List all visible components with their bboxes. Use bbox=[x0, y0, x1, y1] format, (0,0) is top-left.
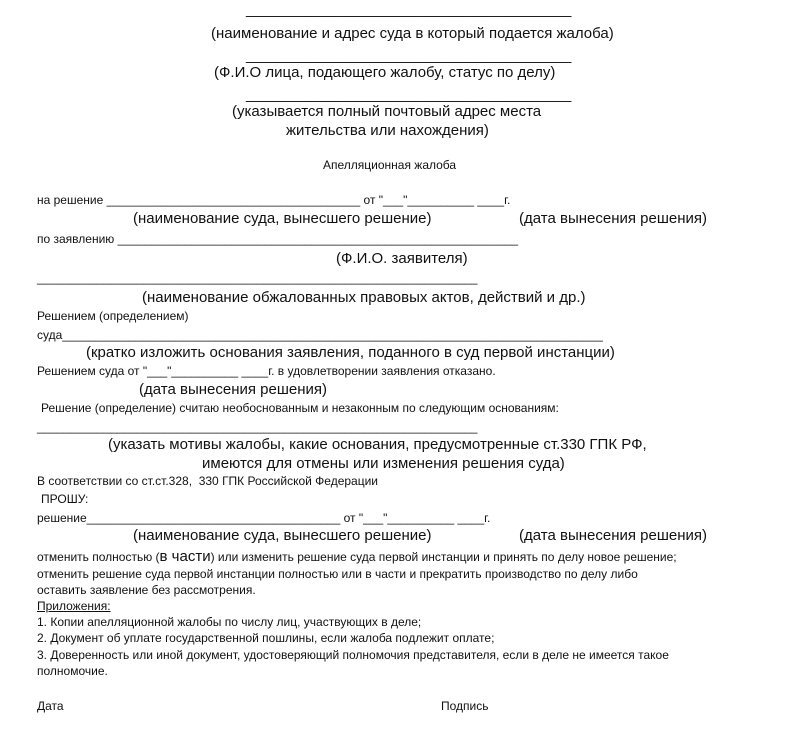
unfounded-line: Решение (определение) считаю необоснованным и незаконным по следующим основаниям: bbox=[41, 401, 559, 415]
request-item-3: оставить заявление без рассмотрения. bbox=[37, 583, 256, 597]
grounds-caption: (кратко изложить основания заявления, поданного в суд первой инстанции) bbox=[86, 344, 615, 361]
attachment-item: полномочие. bbox=[37, 664, 108, 678]
request-item-2: отменить решение суда первой инстанции полностью или в части и прекратить производство по делу либо bbox=[37, 567, 638, 581]
address-blank-line: _______________________________________ bbox=[246, 86, 572, 103]
court-name-caption-2: (наименование суда, вынесшего решение) bbox=[133, 527, 432, 544]
according-to-line: В соответствии со ст.ст.328, 330 ГПК Российской Федерации bbox=[37, 474, 378, 488]
request-heading: ПРОШУ: bbox=[41, 492, 89, 506]
request-item-1-post: ) или изменить решение суда первой инстанции и принять по делу новое решение; bbox=[210, 550, 677, 564]
signature-label: Подпись bbox=[441, 699, 489, 713]
decision-by-label: Решением (определением) bbox=[37, 309, 189, 323]
on-decision-line: на решение ______________________________________ от "___"__________ ____г. bbox=[37, 193, 511, 207]
attachment-item: 1. Копии апелляционной жалобы по числу лиц, участвующих в деле; bbox=[37, 615, 422, 629]
decision-date-caption-2: (дата вынесения решения) bbox=[519, 527, 707, 544]
court-blank-line: _______________________________________ bbox=[246, 1, 572, 18]
applicant-fio-caption: (Ф.И.О. заявителя) bbox=[336, 250, 468, 267]
acts-blank-line: __________________________________________________________________ bbox=[37, 271, 478, 285]
request-item-1 bbox=[37, 549, 677, 564]
motives-caption-2: имеются для отмены или изменения решения суда) bbox=[202, 455, 565, 472]
request-item-1-pre: отменить полностью ( bbox=[37, 550, 160, 564]
decision-date-caption: (дата вынесения решения) bbox=[519, 210, 707, 227]
court-caption: (наименование и адрес суда в который подается жалоба) bbox=[211, 25, 614, 42]
acts-caption: (наименование обжалованных правовых актов, действий и др.) bbox=[142, 289, 586, 306]
on-application-line: по заявлению ____________________________________________________________ bbox=[37, 232, 519, 246]
refused-date-caption: (дата вынесения решения) bbox=[139, 381, 327, 398]
attachments-heading: Приложения: bbox=[37, 599, 111, 613]
applicant-caption: (Ф.И.О лица, подающего жалобу, статус по делу) bbox=[214, 64, 556, 81]
decision-line: решение______________________________________ от "___"__________ ____г. bbox=[37, 511, 491, 525]
date-label: Дата bbox=[37, 699, 64, 713]
applicant-blank-line: _______________________________________ bbox=[246, 47, 572, 64]
address-caption-2: жительства или нахождения) bbox=[286, 122, 489, 139]
attachment-item: 2. Документ об уплате государственной пошлины, если жалоба подлежит оплате; bbox=[37, 631, 495, 645]
attachment-item: 3. Доверенность или иной документ, удостоверяющий полномочия представителя, если в деле не имеется такое bbox=[37, 648, 669, 662]
address-caption-1: (указывается полный почтовый адрес места bbox=[232, 103, 542, 120]
refused-line: Решением суда от "___"__________ ____г. в удовлетворении заявления отказано. bbox=[37, 364, 496, 378]
court-line: суда_________________________________________________________________________________ bbox=[37, 328, 603, 342]
court-name-caption: (наименование суда, вынесшего решение) bbox=[133, 210, 432, 227]
document-title: Апелляционная жалоба bbox=[323, 158, 457, 172]
motives-caption-1: (указать мотивы жалобы, какие основания, предусмотренные ст.330 ГПК РФ, bbox=[108, 436, 647, 453]
request-item-1-emphasis: в части bbox=[159, 548, 211, 565]
motives-blank-line: __________________________________________________________________ bbox=[37, 420, 478, 434]
